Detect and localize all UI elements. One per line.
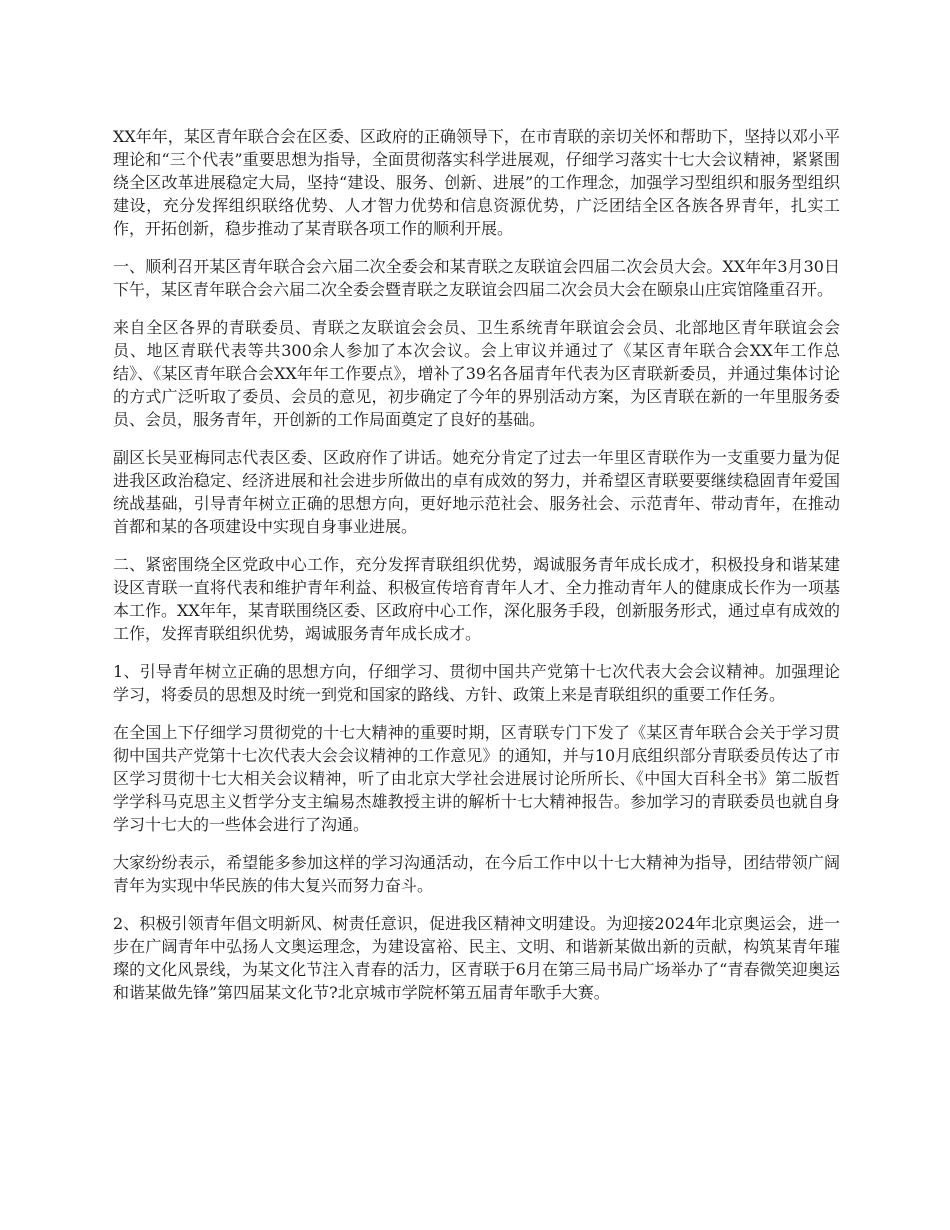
- paragraph-meeting-attendees: 来自全区各界的青联委员、青联之友联谊会会员、卫生系统青年联谊会会员、北部地区青年联谊会会员、地区青联代表等共300余人参加了本次会议。会上审议并通过了《某区青年联合会XX年工作总结》、《某区青年联合会XX年年工作要点》，增补了39名各届青年代表为区青联新委员，并通过集体讨论的方式广泛听取了委员、会员的意见，初步确定了今年的界别活动方案，为区青联在新的一年里服务委员、会员，服务青年，开创新的工作局面奠定了良好的基础。: [113, 318, 840, 429]
- document-body: [113, 125, 840, 1019]
- paragraph-feedback: 大家纷纷表示，希望能多参加这样的学习沟通活动，在今后工作中以十七大精神为指导，团结带领广阔青年为实现中华民族的伟大复兴而努力奋斗。: [113, 853, 840, 895]
- paragraph-deputy-speech: 副区长吴亚梅同志代表区委、区政府作了讲话。她充分肯定了过去一年里区青联作为一支重要力量为促进我区政治稳定、经济进展和社会进步所做出的卓有成效的努力，并希望区青联要要继续稳固青年爱国统战基础，引导青年树立正确的思想方向，更好地示范社会、服务社会、示范青年、带动青年，在推动首都和某的各项建设中实现自身事业进展。: [113, 448, 840, 536]
- paragraph-item-1: 1、引导青年树立正确的思想方向，仔细学习、贯彻中国共产党第十七次代表大会会议精神。加强理论学习，将委员的思想及时统一到党和国家的路线、方针、政策上来是青联组织的重要工作任务。: [113, 662, 840, 704]
- paragraph-section-1-heading: 一、顺利召开某区青年联合会六届二次全委会和某青联之友联谊会四届二次会员大会。XX年年3月30日下午，某区青年联合会六届二次全委会暨青联之友联谊会四届二次会员大会在颐泉山庄宾馆隆重召开。: [113, 257, 840, 299]
- paragraph-study-activities: 在全国上下仔细学习贯彻党的十七大精神的重要时期，区青联专门下发了《某区青年联合会关于学习贯彻中国共产党第十七次代表大会会议精神的工作意见》的通知，并与10月底组织部分青联委员传达了市区学习贯彻十七大相关会议精神，听了由北京大学社会进展讨论所所长、《中国大百科全书》第二版哲学学科马克思主义哲学分支主编易杰雄教授主讲的解析十七大精神报告。参加学习的青联委员也就自身学习十七大的一些体会进行了沟通。: [113, 723, 840, 834]
- paragraph-item-2: 2、积极引领青年倡文明新风、树责任意识，促进我区精神文明建设。为迎接2024年北京奥运会，进一步在广阔青年中弘扬人文奥运理念，为建设富裕、民主、文明、和谐新某做出新的贡献，构筑某青年璀璨的文化风景线，为某文化节注入青春的活力，区青联于6月在第三局书局广场举办了“青春微笑迎奥运和谐某做先锋”第四届某文化节?北京城市学院杯第五届青年歌手大赛。: [113, 914, 840, 1002]
- paragraph-intro: XX年年，某区青年联合会在区委、区政府的正确领导下，在市青联的亲切关怀和帮助下，坚持以邓小平理论和“三个代表”重要思想为指导，全面贯彻落实科学进展观，仔细学习落实十七大会议精神，紧紧围绕全区改革进展稳定大局，坚持“建设、服务、创新、进展”的工作理念，加强学习型组织和服务型组织建设，充分发挥组织联络优势、人才智力优势和信息资源优势，广泛团结全区各族各界青年，扎实工作，开拓创新，稳步推动了某青联各项工作的顺利开展。: [113, 127, 840, 238]
- paragraph-section-2-heading: 二、紧密围绕全区党政中心工作，充分发挥青联组织优势，竭诚服务青年成长成才，积极投身和谐某建设区青联一直将代表和维护青年利益、积极宣传培育青年人才、全力推动青年人的健康成长作为一项基本工作。XX年年，某青联围绕区委、区政府中心工作，深化服务手段，创新服务形式，通过卓有成效的工作，发挥青联组织优势，竭诚服务青年成长成才。: [113, 555, 840, 643]
